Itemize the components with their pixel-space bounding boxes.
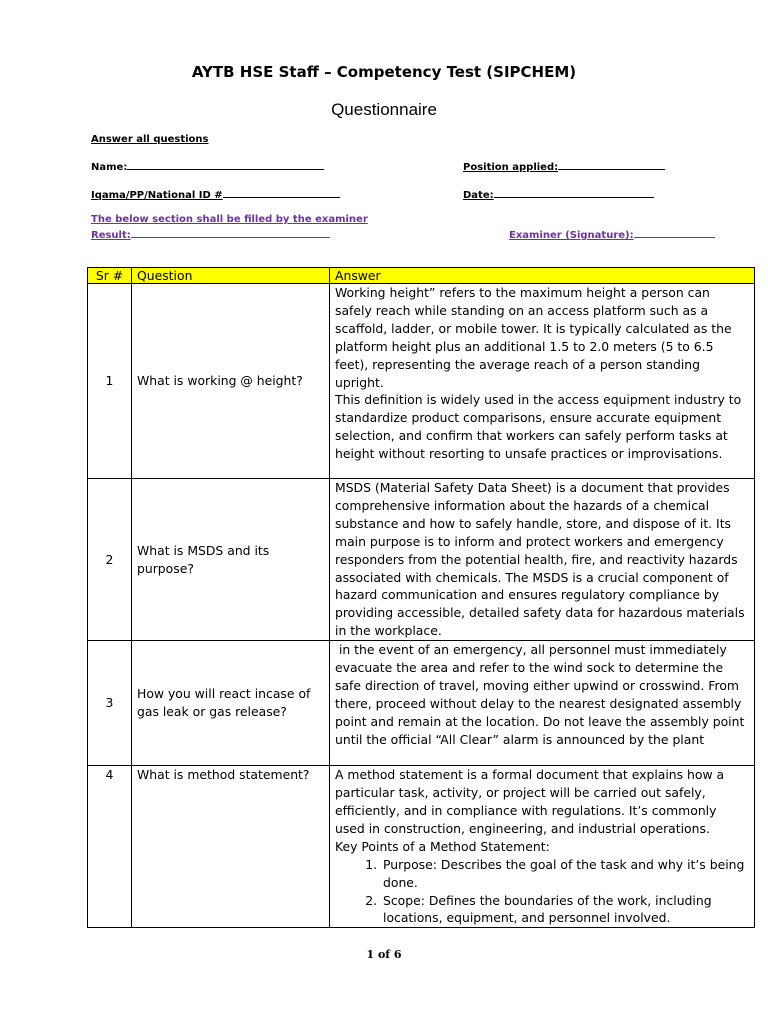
examiner-note: The below section shall be filled by the examiner [91,214,368,225]
result-label: Result: [91,230,131,241]
questions-table [87,267,755,928]
answer-paragraph: This definition is widely used in the access equipment industry to standardize product comparisons, ensure accurate equipment selection, and confirm that workers can safely perform tasks at height without resorting to unsafe practices or improvisations. [335,392,742,462]
answer-paragraph: A method statement is a formal document that explains how a particular task, activity, or project will be carried out safely, efficiently, and in compliance with regulations. It’s commonly used in construction, engineering, and industrial operations. [335,767,725,836]
answer-cell [330,641,755,766]
position-field [463,160,665,173]
name-field [91,160,324,173]
id-field [91,188,340,201]
list-item: 1. Purpose: Describes the goal of the task and why it’s being done. [381,856,749,892]
table-row [88,766,755,928]
position-label: Position applied: [463,162,559,173]
date-line [494,188,654,198]
row-number: 2 [88,479,132,641]
name-line [127,160,324,170]
examiner-signature-line [634,228,715,238]
result-line [131,228,330,238]
date-field [463,188,654,201]
id-label: Iqama/PP/National ID # [91,190,223,201]
answer-paragraph: Working height” refers to the maximum height a person can safely reach while standing on an access platform such as a scaffold, ladder, or mobile tower. It is typically calculated as the platform height plus an additional 1.5 to 2.0 meters (5 to 6.5 feet), representing the average reach of a person standing upright. [335,285,732,390]
date-label: Date: [463,190,494,201]
question-cell: How you will react incase of gas leak or gas release? [132,641,330,766]
header-sr: Sr # [88,268,132,284]
instruction-text: Answer all questions [91,134,209,145]
row-number: 1 [88,284,132,479]
table-row [88,479,755,641]
answer-list [335,856,749,928]
question-cell: What is working @ height? [132,284,330,479]
table-header-row [88,268,755,284]
answer-cell [330,766,755,928]
header-answer: Answer [330,268,755,284]
answer-cell [330,479,755,641]
list-item: 2. Scope: Defines the boundaries of the work, including locations, equipment, and personnel involved. [381,892,749,928]
examiner-signature-field [509,228,715,241]
row-number: 4 [88,766,132,928]
row-number: 3 [88,641,132,766]
result-field [91,228,330,241]
answer-paragraph: in the event of an emergency, all personnel must immediately evacuate the area and refer to the wind sock to determine the safe direction of travel, moving either upwind or crosswind. From there, proceed without delay to the nearest designated assembly point and remain at the location. Do not leave the assembly point until the official “All Clear” alarm is announced by the plant [335,642,749,747]
document-title: AYTB HSE Staff – Competency Test (SIPCHEM) [191,63,577,81]
table-row [88,284,755,479]
document-subtitle: Questionnaire [331,100,437,119]
table-row [88,641,755,766]
answer-cell [330,284,755,479]
question-cell: What is MSDS and its purpose? [132,479,330,641]
examiner-signature-label: Examiner (Signature): [509,230,634,241]
answer-paragraph: MSDS (Material Safety Data Sheet) is a document that provides comprehensive information about the hazards of a chemical substance and how to safely handle, store, and dispose of it. Its main purpose is to inform and protect workers and emergency responders from the potential health, fire, and reactivity hazards associated with chemicals. The MSDS is a crucial component of hazard communication and ensures regulatory compliance by providing accessible, detailed safety data for hazardous materials in the workplace. [335,480,745,639]
page-number: 1 of 6 [366,948,402,961]
answer-paragraph: Key Points of a Method Statement: [335,838,550,854]
position-line [558,160,665,170]
header-question: Question [132,268,330,284]
name-label: Name: [91,162,128,173]
question-cell: What is method statement? [132,766,330,928]
id-line [223,188,340,198]
